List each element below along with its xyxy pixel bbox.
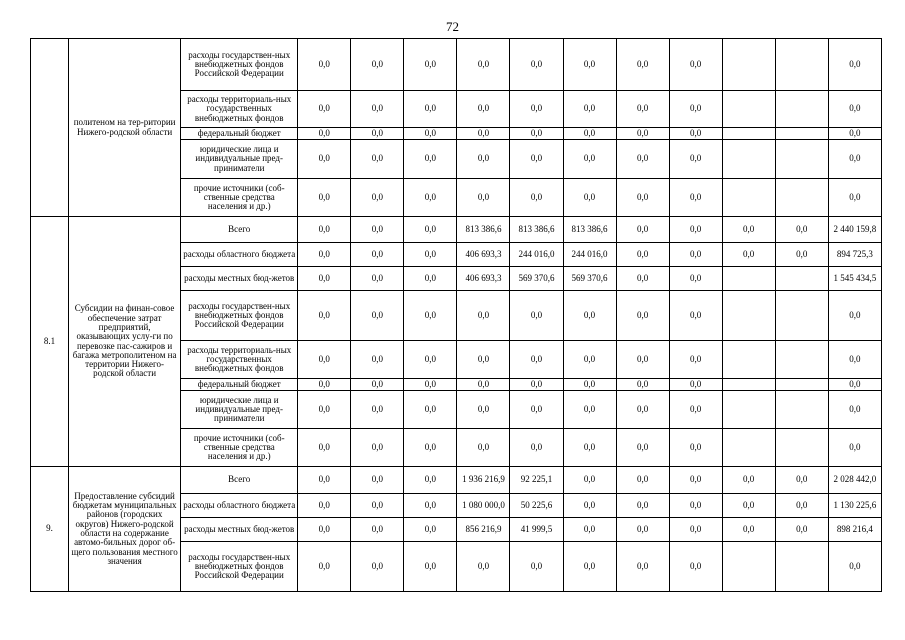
funding-source: Всего — [181, 217, 298, 243]
value-cell: 0,0 — [669, 91, 722, 128]
value-cell: 0,0 — [351, 429, 404, 467]
value-cell: 0,0 — [298, 542, 351, 592]
value-cell: 2 028 442,0 — [828, 467, 881, 494]
value-cell: 0,0 — [457, 140, 510, 179]
value-cell: 0,0 — [616, 243, 669, 267]
value-cell: 0,0 — [351, 379, 404, 391]
value-cell: 0,0 — [457, 91, 510, 128]
activity-name: Субсидии на финан-совое обеспечение затрат предприятий, оказывающих услу-ги по перевозке пас-сажиров и багажа метрополитеном на территории Нижего-родской области — [69, 217, 181, 467]
value-cell: 0,0 — [351, 341, 404, 379]
value-cell — [722, 429, 775, 467]
value-cell: 0,0 — [457, 429, 510, 467]
funding-source: расходы территориаль-ных государственных внебюджетных фондов — [181, 341, 298, 379]
value-cell: 406 693,3 — [457, 243, 510, 267]
value-cell: 0,0 — [563, 467, 616, 494]
value-cell: 0,0 — [298, 267, 351, 291]
row-number — [31, 39, 69, 217]
budget-table — [30, 38, 882, 592]
value-cell: 0,0 — [404, 494, 457, 518]
value-cell: 0,0 — [351, 39, 404, 91]
value-cell: 244 016,0 — [563, 243, 616, 267]
value-cell: 0,0 — [616, 179, 669, 217]
value-cell: 0,0 — [510, 291, 563, 341]
value-cell: 0,0 — [404, 243, 457, 267]
value-cell: 406 693,3 — [457, 267, 510, 291]
value-cell: 0,0 — [775, 518, 828, 542]
value-cell: 244 016,0 — [510, 243, 563, 267]
value-cell: 0,0 — [298, 291, 351, 341]
value-cell: 0,0 — [722, 467, 775, 494]
value-cell: 0,0 — [669, 39, 722, 91]
value-cell — [722, 542, 775, 592]
value-cell — [722, 341, 775, 379]
value-cell: 0,0 — [669, 243, 722, 267]
value-cell: 0,0 — [563, 91, 616, 128]
value-cell: 0,0 — [351, 467, 404, 494]
value-cell: 0,0 — [298, 429, 351, 467]
funding-source: расходы местных бюд-жетов — [181, 267, 298, 291]
value-cell: 50 225,6 — [510, 494, 563, 518]
value-cell: 0,0 — [404, 179, 457, 217]
value-cell: 0,0 — [457, 179, 510, 217]
value-cell: 0,0 — [669, 379, 722, 391]
value-cell: 0,0 — [616, 91, 669, 128]
value-cell: 0,0 — [404, 39, 457, 91]
value-cell: 0,0 — [616, 518, 669, 542]
value-cell: 0,0 — [457, 291, 510, 341]
row-number: 9. — [31, 467, 69, 592]
value-cell: 0,0 — [669, 140, 722, 179]
value-cell — [775, 429, 828, 467]
value-cell: 0,0 — [563, 179, 616, 217]
value-cell: 0,0 — [298, 39, 351, 91]
value-cell: 894 725,3 — [828, 243, 881, 267]
value-cell: 0,0 — [616, 128, 669, 140]
value-cell: 0,0 — [669, 467, 722, 494]
value-cell: 0,0 — [828, 542, 881, 592]
value-cell: 0,0 — [351, 140, 404, 179]
value-cell: 0,0 — [616, 217, 669, 243]
value-cell: 0,0 — [616, 267, 669, 291]
value-cell: 0,0 — [404, 140, 457, 179]
page-number: 72 — [446, 19, 459, 34]
value-cell: 0,0 — [563, 128, 616, 140]
value-cell — [775, 91, 828, 128]
value-cell — [775, 291, 828, 341]
value-cell: 0,0 — [298, 243, 351, 267]
value-cell: 0,0 — [351, 518, 404, 542]
value-cell: 569 370,6 — [563, 267, 616, 291]
value-cell: 1 080 000,0 — [457, 494, 510, 518]
value-cell: 0,0 — [828, 379, 881, 391]
value-cell: 0,0 — [298, 341, 351, 379]
value-cell: 0,0 — [298, 518, 351, 542]
table-row — [31, 217, 882, 243]
value-cell: 0,0 — [298, 217, 351, 243]
value-cell — [775, 140, 828, 179]
value-cell: 0,0 — [669, 291, 722, 341]
value-cell: 856 216,9 — [457, 518, 510, 542]
value-cell: 41 999,5 — [510, 518, 563, 542]
value-cell: 0,0 — [404, 467, 457, 494]
value-cell: 0,0 — [298, 128, 351, 140]
value-cell: 0,0 — [404, 518, 457, 542]
value-cell: 1 936 216,9 — [457, 467, 510, 494]
value-cell: 0,0 — [563, 291, 616, 341]
value-cell — [775, 379, 828, 391]
value-cell: 0,0 — [669, 128, 722, 140]
value-cell: 0,0 — [510, 128, 563, 140]
funding-source: расходы государствен-ных внебюджетных фондов Российской Федерации — [181, 39, 298, 91]
table-row — [31, 467, 882, 494]
value-cell: 0,0 — [669, 341, 722, 379]
value-cell: 0,0 — [669, 518, 722, 542]
value-cell: 0,0 — [563, 518, 616, 542]
funding-source: расходы областного бюджета — [181, 243, 298, 267]
funding-source: юридические лица и индивидуальные пред-приниматели — [181, 140, 298, 179]
funding-source: прочие источники (соб-ственные средства населения и др.) — [181, 429, 298, 467]
value-cell: 0,0 — [828, 39, 881, 91]
value-cell: 0,0 — [563, 39, 616, 91]
funding-source: прочие источники (соб-ственные средства населения и др.) — [181, 179, 298, 217]
value-cell: 0,0 — [404, 91, 457, 128]
value-cell — [722, 391, 775, 429]
value-cell: 0,0 — [669, 217, 722, 243]
value-cell: 1 130 225,6 — [828, 494, 881, 518]
value-cell: 0,0 — [404, 391, 457, 429]
funding-source: расходы областного бюджета — [181, 494, 298, 518]
value-cell — [775, 341, 828, 379]
value-cell: 0,0 — [351, 267, 404, 291]
value-cell: 0,0 — [298, 91, 351, 128]
value-cell: 0,0 — [404, 267, 457, 291]
value-cell: 0,0 — [616, 542, 669, 592]
value-cell: 813 386,6 — [563, 217, 616, 243]
value-cell: 0,0 — [669, 542, 722, 592]
activity-name: Предоставление субсидий бюджетам муниципальных районов (городских округов) Нижего-родской области на содержание автомо-бильных дорог об-щего пользования местного значения — [69, 467, 181, 592]
value-cell — [722, 179, 775, 217]
value-cell: 0,0 — [563, 379, 616, 391]
value-cell: 0,0 — [351, 179, 404, 217]
funding-source: Всего — [181, 467, 298, 494]
value-cell: 0,0 — [298, 391, 351, 429]
value-cell: 0,0 — [563, 429, 616, 467]
value-cell: 0,0 — [828, 341, 881, 379]
value-cell: 0,0 — [510, 379, 563, 391]
value-cell: 0,0 — [404, 217, 457, 243]
value-cell: 0,0 — [616, 379, 669, 391]
value-cell: 0,0 — [616, 140, 669, 179]
activity-name: политеном на тер-ритории Нижего-родской области — [69, 39, 181, 217]
value-cell: 0,0 — [510, 341, 563, 379]
table-row — [31, 39, 882, 91]
value-cell: 0,0 — [457, 128, 510, 140]
value-cell: 0,0 — [828, 128, 881, 140]
funding-source: юридические лица и индивидуальные пред-приниматели — [181, 391, 298, 429]
value-cell — [775, 391, 828, 429]
funding-source: расходы местных бюд-жетов — [181, 518, 298, 542]
funding-source: федеральный бюджет — [181, 379, 298, 391]
value-cell: 0,0 — [510, 179, 563, 217]
value-cell: 92 225,1 — [510, 467, 563, 494]
value-cell: 0,0 — [722, 518, 775, 542]
value-cell: 0,0 — [298, 179, 351, 217]
value-cell: 0,0 — [510, 91, 563, 128]
value-cell: 0,0 — [457, 391, 510, 429]
funding-source: расходы государствен-ных внебюджетных фондов Российской Федерации — [181, 291, 298, 341]
funding-source: расходы государствен-ных внебюджетных фондов Российской Федерации — [181, 542, 298, 592]
value-cell — [722, 91, 775, 128]
value-cell: 0,0 — [510, 429, 563, 467]
value-cell: 0,0 — [563, 542, 616, 592]
value-cell: 0,0 — [404, 379, 457, 391]
value-cell: 0,0 — [404, 542, 457, 592]
value-cell: 0,0 — [510, 39, 563, 91]
value-cell: 0,0 — [828, 291, 881, 341]
value-cell — [722, 267, 775, 291]
value-cell: 0,0 — [616, 429, 669, 467]
value-cell: 2 440 159,8 — [828, 217, 881, 243]
value-cell: 0,0 — [563, 391, 616, 429]
value-cell: 0,0 — [669, 429, 722, 467]
value-cell: 0,0 — [722, 494, 775, 518]
value-cell: 0,0 — [669, 391, 722, 429]
value-cell: 0,0 — [298, 140, 351, 179]
value-cell: 0,0 — [457, 379, 510, 391]
value-cell: 0,0 — [298, 379, 351, 391]
value-cell: 0,0 — [828, 429, 881, 467]
value-cell: 0,0 — [775, 217, 828, 243]
value-cell: 0,0 — [298, 494, 351, 518]
value-cell: 0,0 — [457, 542, 510, 592]
value-cell: 0,0 — [775, 494, 828, 518]
value-cell: 0,0 — [669, 179, 722, 217]
value-cell: 0,0 — [616, 467, 669, 494]
value-cell: 0,0 — [510, 140, 563, 179]
row-number: 8.1 — [31, 217, 69, 467]
value-cell: 0,0 — [563, 140, 616, 179]
value-cell — [775, 128, 828, 140]
value-cell: 0,0 — [404, 341, 457, 379]
value-cell — [722, 291, 775, 341]
value-cell: 0,0 — [722, 217, 775, 243]
value-cell: 813 386,6 — [510, 217, 563, 243]
value-cell: 0,0 — [404, 128, 457, 140]
value-cell: 0,0 — [616, 391, 669, 429]
value-cell: 0,0 — [510, 391, 563, 429]
value-cell: 0,0 — [775, 243, 828, 267]
value-cell: 0,0 — [351, 217, 404, 243]
value-cell — [722, 379, 775, 391]
value-cell: 569 370,6 — [510, 267, 563, 291]
value-cell: 0,0 — [351, 243, 404, 267]
value-cell: 0,0 — [828, 179, 881, 217]
value-cell: 0,0 — [457, 341, 510, 379]
value-cell — [775, 179, 828, 217]
value-cell: 0,0 — [351, 128, 404, 140]
value-cell: 0,0 — [563, 494, 616, 518]
value-cell: 898 216,4 — [828, 518, 881, 542]
value-cell: 0,0 — [351, 391, 404, 429]
value-cell: 0,0 — [510, 542, 563, 592]
value-cell: 0,0 — [351, 291, 404, 341]
value-cell: 0,0 — [828, 391, 881, 429]
value-cell: 0,0 — [616, 291, 669, 341]
value-cell — [775, 267, 828, 291]
value-cell: 0,0 — [404, 429, 457, 467]
value-cell: 0,0 — [828, 91, 881, 128]
value-cell: 0,0 — [351, 542, 404, 592]
value-cell: 0,0 — [828, 140, 881, 179]
value-cell — [722, 39, 775, 91]
value-cell: 1 545 434,5 — [828, 267, 881, 291]
funding-source: федеральный бюджет — [181, 128, 298, 140]
funding-source: расходы территориаль-ных государственных внебюджетных фондов — [181, 91, 298, 128]
value-cell: 0,0 — [616, 39, 669, 91]
value-cell — [722, 140, 775, 179]
value-cell: 0,0 — [404, 291, 457, 341]
value-cell: 0,0 — [457, 39, 510, 91]
value-cell: 813 386,6 — [457, 217, 510, 243]
value-cell: 0,0 — [563, 341, 616, 379]
value-cell: 0,0 — [298, 467, 351, 494]
value-cell: 0,0 — [775, 467, 828, 494]
value-cell — [722, 128, 775, 140]
value-cell: 0,0 — [669, 267, 722, 291]
value-cell — [775, 39, 828, 91]
value-cell: 0,0 — [616, 494, 669, 518]
value-cell: 0,0 — [669, 494, 722, 518]
value-cell — [775, 542, 828, 592]
value-cell: 0,0 — [722, 243, 775, 267]
value-cell: 0,0 — [351, 91, 404, 128]
value-cell: 0,0 — [616, 341, 669, 379]
value-cell: 0,0 — [351, 494, 404, 518]
